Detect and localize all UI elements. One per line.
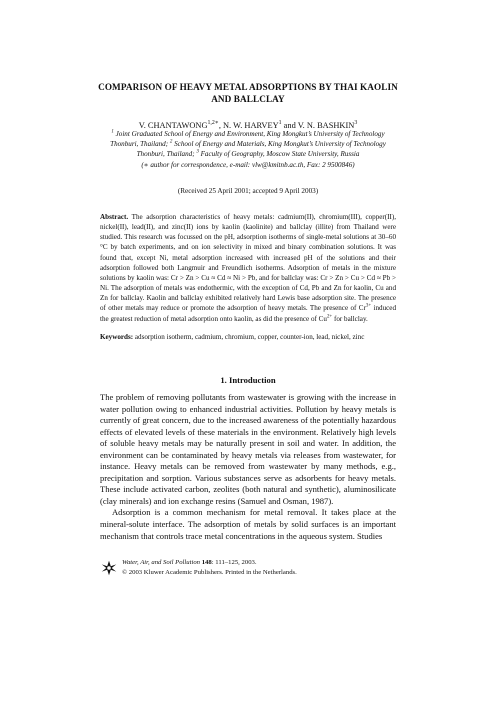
keywords-label: Keywords: xyxy=(100,333,134,341)
affil-text-3b: Faculty of Geography, Moscow State University, Russia xyxy=(198,150,360,159)
received-dates: (Received 25 April 2001; accepted 9 April 2003) xyxy=(177,187,319,195)
affil-text-2a: Thonburi, Thailand; xyxy=(110,140,170,149)
affiliation-line-3 xyxy=(90,149,406,159)
abstract-text-3: for ballclay. xyxy=(332,314,368,323)
copyright-line: © 2003 Kluwer Academic Publishers. Printed in the Netherlands. xyxy=(122,568,297,576)
author-2: , N. W. HARVEY xyxy=(218,121,279,130)
title-line-1: COMPARISON OF HEAVY METAL ADSORPTIONS BY THAI KAOLIN xyxy=(98,82,398,92)
journal-citation xyxy=(122,558,297,577)
affiliation-line-2 xyxy=(90,139,406,149)
paper-title xyxy=(90,81,406,105)
abstract-text-2: induced the greatest reduction of metal adsorption onto kaolin, as did the presence of Cu xyxy=(100,304,396,323)
affil-text-1: Joint Graduated School of Energy and Environment, King Mongkut’s University of Technology xyxy=(113,130,385,138)
correspondence-line: (∗ author for correspondence, e-mail: vlw@kmitnb.ac.th, Fax: 2 9500846) xyxy=(141,160,355,169)
author-1-affil: 1,2∗ xyxy=(207,120,219,127)
abstract-superscript-2: 2+ xyxy=(326,314,333,320)
paragraph-2: Adsorption is a common mechanism for metal removal. It takes place at the mineral-solute interface. The adsorption of metals by solid surfaces is an important mechanism that controls trace metal concentrations in the aqueous system. Studies xyxy=(100,507,396,541)
publisher-logo-icon xyxy=(100,559,118,577)
abstract xyxy=(100,212,396,324)
author-3: and V. N. BASHKIN xyxy=(281,121,355,130)
affil-text-3a: Thonburi, Thailand; xyxy=(136,150,197,159)
title-line-2: AND BALLCLAY xyxy=(211,94,285,104)
author-3-affil: 3 xyxy=(354,120,358,127)
keywords xyxy=(100,332,396,342)
affil-mark-1: 1 xyxy=(111,129,114,135)
affiliations xyxy=(90,129,406,170)
affiliation-line-1 xyxy=(90,129,406,139)
section-heading: 1. Introduction xyxy=(220,375,276,385)
paragraph-1: The problem of removing pollutants from wastewater is growing with the increase in water pollution owing to enhanced industrial activities. Pollution by heavy metals is currently of great concern, due to the increased awareness of the potentially hazardous effects of elevated levels of these materials in the environment. Relatively high levels of soluble heavy metals may be naturally present in soil and water. In addition, the environment can be contaminated by heavy metals via releases from wastewater, for instance. Heavy metals can be removed from wastewater by many methods, e.g., precipitation and sorption. Various substances serve as adsorbents for heavy metals. These include activated carbon, zeolites (both natural and synthetic), aluminosilicate (clay minerals) and ion exchange resins (Samuel and Osman, 1987). xyxy=(100,392,396,506)
abstract-label: Abstract. xyxy=(100,213,129,221)
affil-text-2b: School of Energy and Materials, King Mongkut’s University of Technology xyxy=(172,140,386,149)
page-footer xyxy=(100,558,396,582)
abstract-text: The adsorption characteristics of heavy metals: cadmium(II), chromium(III), copper(II), nickel(II), lead(II), and zinc(II) ions by kaolin (kaolinite) and ballclay (illite) from Thailand were studied. This research was focussed on the pH, adsorption isotherms of single-metal solutions at 30–60 °C by batch experiments, and on ion selectivity in mixed and binary combination solutions. It was found that, except Ni, metal adsorption increased with increased pH of the solutions and their adsorption followed both Langmuir and Freundlich isotherms. Adsorption of metals in the mixture solutions by kaolin was: Cr > Zn > Cu ≈ Cd ≈ Ni > Pb, and for ballclay was: Cr > Zn > Cu > Cd ≈ Pb > Ni. The adsorption of metals was endothermic, with the exception of Cd, Pb and Zn for kaolin, Cu and Zn for ballclay. Kaolin and ballclay exhibited relatively hard Lewis base adsorption site. The presence of other metals may reduce or promote the adsorption of heavy metals. The presence of Cr xyxy=(100,213,396,313)
journal-pages: : 111–125, 2003. xyxy=(211,559,257,566)
keywords-text: adsorption isotherm, cadmium, chromium, copper, counter-ion, lead, nickel, zinc xyxy=(133,333,365,341)
author-2-affil: 1 xyxy=(278,120,282,127)
body-text xyxy=(100,392,396,542)
journal-volume: 148 xyxy=(201,559,212,566)
affil-mark-2: 2 xyxy=(169,139,173,145)
journal-name: Water, Air, and Soil Pollution xyxy=(122,559,201,566)
abstract-superscript-1: 3+ xyxy=(365,304,372,310)
author-1: V. CHANTAWONG xyxy=(138,121,208,130)
journal-line xyxy=(122,558,297,568)
affil-mark-3: 3 xyxy=(196,150,199,156)
